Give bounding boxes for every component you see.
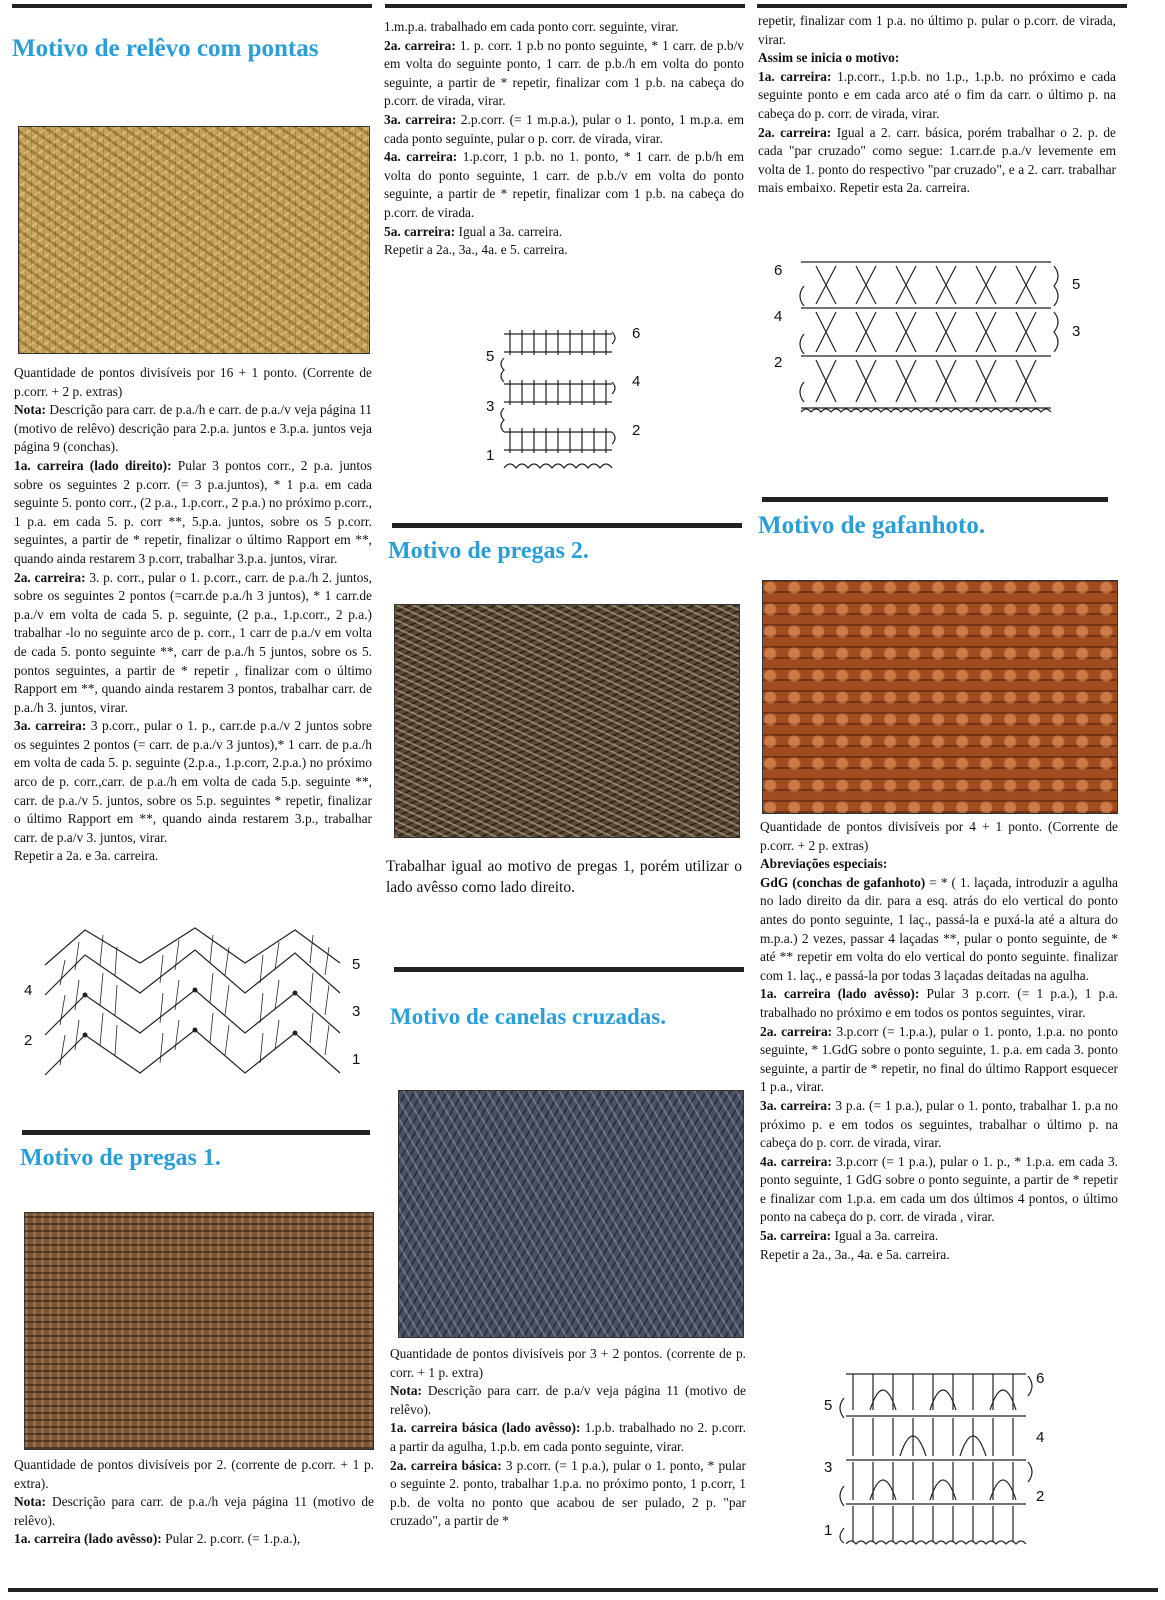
diagram-relevo-label-3: 3 <box>352 1003 361 1020</box>
canelas-intro: Quantidade de pontos divisíveis por 3 + 2 pontos. (corrente de p. corr. + 1 p. extra) <box>390 1346 746 1380</box>
canelas-r1: 1.p.b. trabalhado no 2. p.corr. a partir da agulha, 1.p.b. em cada ponto seguinte, virar. <box>390 1420 746 1454</box>
photo-gafanhoto <box>762 580 1118 814</box>
diagram-col2-label-5: 5 <box>486 348 495 365</box>
text-col2-top <box>384 18 744 260</box>
col2-r5-label: 5a. carreira: <box>384 223 456 239</box>
diagram-gafanhoto <box>838 1368 1038 1548</box>
rule-pregas-1 <box>22 1130 370 1135</box>
diagram-col3-label-3: 4 <box>774 308 783 325</box>
diagram-gafanhoto-label-6: 6 <box>1036 1370 1045 1387</box>
col2-r2: 1. p. corr. 1 p.b no ponto seguinte, * 1 carr. de p.b/v em volta do seguinte ponto, 1 carr. de p.b./h em volta do ponto seguinte, a partir de * repetir, finalizar com 1 p.b. na cabeça do p.corr. de virada, virar. <box>384 37 744 109</box>
section-title-canelas: Motivo de canelas cruzadas. <box>390 1004 666 1029</box>
top-rule-right <box>757 4 1127 8</box>
gafanhoto-r5: Igual a 3a. carreira. <box>834 1228 939 1244</box>
gafanhoto-r5-label: 5a. carreira: <box>760 1228 832 1244</box>
gafanhoto-gdg-label: GdG (conchas de gafanhoto) <box>760 874 926 890</box>
col2-r3: 2.p.corr. (= 1 m.p.a.), pular o 1. ponto, 1 m.p.a. em cada ponto seguinte, pular o p. corr. de virada, virar. <box>384 111 744 146</box>
photo-pregas-1 <box>24 1212 374 1450</box>
gafanhoto-repeat: Repetir a 2a., 3a., 4a. e 5a. carreira. <box>760 1246 950 1262</box>
diagram-gafanhoto-label-4: 4 <box>1036 1429 1045 1446</box>
diagram-col2-label-1: 1 <box>486 447 495 464</box>
section-title-pregas-1: Motivo de pregas 1. <box>20 1145 221 1171</box>
pregas1-r1: Pular 2. p.corr. (= 1.p.a.), <box>165 1531 301 1547</box>
diagram-col2-label-4: 4 <box>632 373 641 390</box>
diagram-gafanhoto-label-3: 3 <box>824 1459 833 1476</box>
text-gafanhoto <box>760 818 1118 1264</box>
diagram-gafanhoto-label-5: 5 <box>824 1397 833 1414</box>
diagram-col3-label-5: 6 <box>774 262 783 279</box>
gafanhoto-r4-label: 4a. carreira: <box>760 1153 832 1169</box>
diagram-gafanhoto-label-2: 2 <box>1036 1488 1045 1505</box>
diagram-gafanhoto-label-1: 1 <box>824 1522 833 1539</box>
diagram-relevo-label-4: 4 <box>24 982 33 999</box>
col3-start-label: Assim se inicia o motivo: <box>758 50 900 66</box>
canelas-nota: Descrição para carr. de p.a/v veja página 11 (motivo de relêvo). <box>390 1383 746 1417</box>
photo-pregas-2 <box>394 604 740 838</box>
gafanhoto-r1-label: 1a. carreira (lado avêsso): <box>760 986 920 1002</box>
text-canelas <box>390 1345 746 1531</box>
gafanhoto-abbr-label: Abreviações especiais: <box>760 856 888 872</box>
col2-r5: Igual a 3a. carreira. <box>458 223 563 239</box>
col2-r2-label: 2a. carreira: <box>384 37 456 53</box>
diagram-col3-label-1: 2 <box>774 354 783 371</box>
photo-relevo-com-pontas <box>18 126 370 354</box>
text-relevo <box>14 364 372 866</box>
col2-r4-label: 4a. carreira: <box>384 149 458 165</box>
rule-gafanhoto <box>762 497 1108 502</box>
section-title-relevo: Motivo de relêvo com pontas <box>12 35 319 62</box>
gafanhoto-gdg: = * ( 1. laçada, introduzir a agulha no lado direito da dir. para a esq. atrás do elo vertical do ponto antes do ponto seguinte, 1 laç., passá-la e puxá-la até a altura do m.p.a.) 2 vezes, passar 4 laçadas **, pular o ponto seguinte, de * até ** repetir em volta do elo vertical do ponto seguinte. finalizar com 1. laç., e passá-la por todas 3 laçadas deitadas na agulha. <box>760 874 1118 983</box>
text-pregas-1 <box>14 1456 374 1549</box>
col2-top1: 1.m.p.a. trabalhado em cada ponto corr. seguinte, virar. <box>384 19 679 34</box>
pregas1-nota-label: Nota: <box>14 1494 46 1510</box>
relevo-intro: Quantidade de pontos divisíveis por 16 + 1 ponto. (Corrente de p.corr. + 2 p. extras) <box>14 365 372 399</box>
gafanhoto-intro: Quantidade de pontos divisíveis por 4 + 1 ponto. (Corrente de p.corr. + 2 p. extras) <box>760 819 1118 853</box>
diagram-relevo-cont <box>500 320 630 480</box>
relevo-nota-label: Nota: <box>14 402 46 418</box>
relevo-r2-label: 2a. carreira: <box>14 569 86 585</box>
col2-repeat: Repetir a 2a., 3a., 4a. e 5. carreira. <box>384 242 568 258</box>
diagram-col3-label-4: 5 <box>1072 276 1081 293</box>
photo-canelas-cruzadas <box>398 1090 744 1338</box>
gafanhoto-r2: 3.p.corr (= 1.p.a.), pular o 1. ponto, 1.p.a. no ponto seguinte, * 1.GdG sobre o ponto seguinte, 1. p.a. em cada 3. ponto seguinte, a partir de * repetir, no final do último Rapport esquecer 1 p.a., virar. <box>760 1023 1118 1095</box>
diagram-col2-label-3: 3 <box>486 398 495 415</box>
col3-r1: 1.p.corr., 1.p.b. no 1.p., 1.p.b. no próximo e cada seguinte ponto e em cada arco até o fim da carr. o último p. na cabeça do p. corr. de virada, virar. <box>758 68 1116 121</box>
pregas2-text: Trabalhar igual ao motivo de pregas 1, porém utilizar o lado avêsso como lado direito. <box>386 858 742 896</box>
text-col3-top <box>758 12 1116 198</box>
relevo-nota: Descrição para carr. de p.a./h e carr. de p.a./v veja página 11 (motivo de relêvo) descrição para 2.p.a. juntos e 3.p.a. juntos veja página 9 (conchas). <box>14 402 372 455</box>
gafanhoto-r2-label: 2a. carreira: <box>760 1023 833 1039</box>
col2-r3-label: 3a. carreira: <box>384 111 457 127</box>
relevo-repeat: Repetir a 2a. e 3a. carreira. <box>14 848 159 864</box>
text-pregas-2 <box>386 856 742 898</box>
diagram-canelas-cruzadas <box>796 256 1066 416</box>
diagram-relevo-label-5: 5 <box>352 956 361 973</box>
col3-r2-label: 2a. carreira: <box>758 124 832 140</box>
col2-r4: 1.p.corr, 1 p.b. no 1. ponto, * 1 carr. de p.b/h em volta do ponto seguinte, 1 carr. de p.b./v em volta do ponto seguinte, a partir de * repetir, finalizar com 1 p.b. na cabeça do p.corr. de virada. <box>384 149 744 220</box>
canelas-r2-label: 2a. carreira básica: <box>390 1457 502 1473</box>
canelas-nota-label: Nota: <box>390 1383 422 1399</box>
col3-top1: repetir, finalizar com 1 p.a. no último p. pular o p.corr. de virada, virar. <box>758 13 1116 47</box>
gafanhoto-r4: 3.p.corr (= 1 p.a.), pular o 1. p., * 1.p.a. em cada 3. ponto seguinte, 1 GdG sobre o ponto seguinte, a partir de * repetir e finalizar com 1.p.a. em cada um dos últimos 4 pontos, o último ponto na cabeça do p. corr. de virada , virar. <box>760 1153 1118 1225</box>
rule-pregas-2 <box>392 523 742 528</box>
bottom-rule <box>8 1588 1158 1592</box>
diagram-relevo-com-pontas <box>40 925 350 1085</box>
top-rule-left <box>12 4 372 8</box>
col3-r2: Igual a 2. carr. básica, porém trabalhar o 2. p. de cada "par cruzado" como segue: 1.carr.de p.a./v levemente em volta de 1. ponto do respectivo "par cruzado", e a 2. carr. trabalhar mais embaixo. Repetir esta 2a. carreira. <box>758 124 1117 196</box>
diagram-col3-label-2: 3 <box>1072 323 1081 340</box>
relevo-r1: Pular 3 pontos corr., 2 p.a. juntos sobre os seguintes 2 p.corr. (= 3 p.a.juntos), * 1 p.a. em cada seguinte 5. ponto corr., (2 p.a., 1.p.corr., 2 p.a.) no próximo p.corr., 1 p.a. em cada 5. p. corr **, 5.p.a. juntos, sobre os 5 p.corr. seguintes, a partir de * repetir, finalizar o último Rapport em **, quando ainda restarem 3 p.corr, trabalhar 3.p.a. juntos, virar. <box>14 457 372 566</box>
diagram-relevo-label-1: 1 <box>352 1051 361 1068</box>
pregas1-r1-label: 1a. carreira (lado avêsso): <box>14 1531 162 1547</box>
relevo-r3-label: 3a. carreira: <box>14 718 87 734</box>
relevo-r1-label: 1a. carreira (lado direito): <box>14 457 172 473</box>
pregas1-intro: Quantidade de pontos divisíveis por 2. (corrente de p.corr. + 1 p. extra). <box>14 1457 374 1491</box>
pregas1-nota: Descrição para carr. de p.a./h veja página 11 (motivo de relêvo). <box>14 1494 374 1528</box>
diagram-col2-label-6: 6 <box>632 325 641 342</box>
col3-r1-label: 1a. carreira: <box>758 68 832 84</box>
relevo-r3: 3 p.corr., pular o 1. p., carr.de p.a./v 2 juntos sobre os seguintes 2 pontos (= carr. de p.a./v 3 juntos),* 1 carr. de p.a./h em volta de cada 5. p. seguinte (2.p.a., 1.p.corr, 2.p.a.) no próximo arco de p. corr.,carr. de p.a./h em volta de cada 5.p. seguinte **, carr. de p.a./v 5. juntos, sobre os 5.p. seguintes * repetir, finalizar o último Rapport em **, quando ainda restarem 3.p., trabalhar carr. de p.a/v 3. juntos, virar. <box>14 718 372 845</box>
diagram-col2-label-2: 2 <box>632 422 641 439</box>
top-rule-middle <box>385 4 745 8</box>
diagram-relevo-label-2: 2 <box>24 1032 33 1049</box>
relevo-r2: 3. p. corr., pular o 1. p.corr., carr. de p.a./h 2. juntos, sobre os seguintes 2 pontos (=carr.de p.a./h 3 juntos), * 1 carr.de p.a./v em volta de cada 5. p. seguinte, (2 p.a., 1.p.corr., 2 p.a.) trabalhar -lo no seguinte arco de p. corr., 1 carr de p.a./v em volta de cada 5. ponto seguinte **, carr de p.a./h 5 juntos, sobre os 5. pontos seguintes, a partir de * repetir , finalizar com o último Rapport em **, quando ainda restarem 3 pontos, trabalhar carr. de p.a./h 3. juntos, virar. <box>14 569 372 715</box>
gafanhoto-r1: Pular 3 p.corr. (= 1 p.a.), 1 p.a. trabalhado no próximo e em todos os pontos seguintes, virar. <box>760 986 1118 1020</box>
section-title-gafanhoto: Motivo de gafanhoto. <box>758 512 986 539</box>
gafanhoto-r3: 3 p.a. (= 1 p.a.), pular o 1. ponto, trabalhar 1. p.a no próximo p. e em todos os seguintes, trabalhar o último p. na cabeça do p. corr. de virada, virar. <box>760 1097 1118 1151</box>
canelas-r1-label: 1a. carreira básica (lado avêsso): <box>390 1420 581 1436</box>
section-title-pregas-2: Motivo de pregas 2. <box>388 538 589 564</box>
canelas-r2: 3 p.corr. (= 1 p.a.), pular o 1. ponto, * pular o seguinte 2. ponto, trabalhar 1.p.a. no próximo ponto, 1 p.corr, 1 p.b. de volta no ponto que acabou de ser pulado, 2 p. "par cruzado", a partir de * <box>390 1457 746 1529</box>
rule-canelas <box>394 967 744 972</box>
gafanhoto-r3-label: 3a. carreira: <box>760 1097 832 1113</box>
